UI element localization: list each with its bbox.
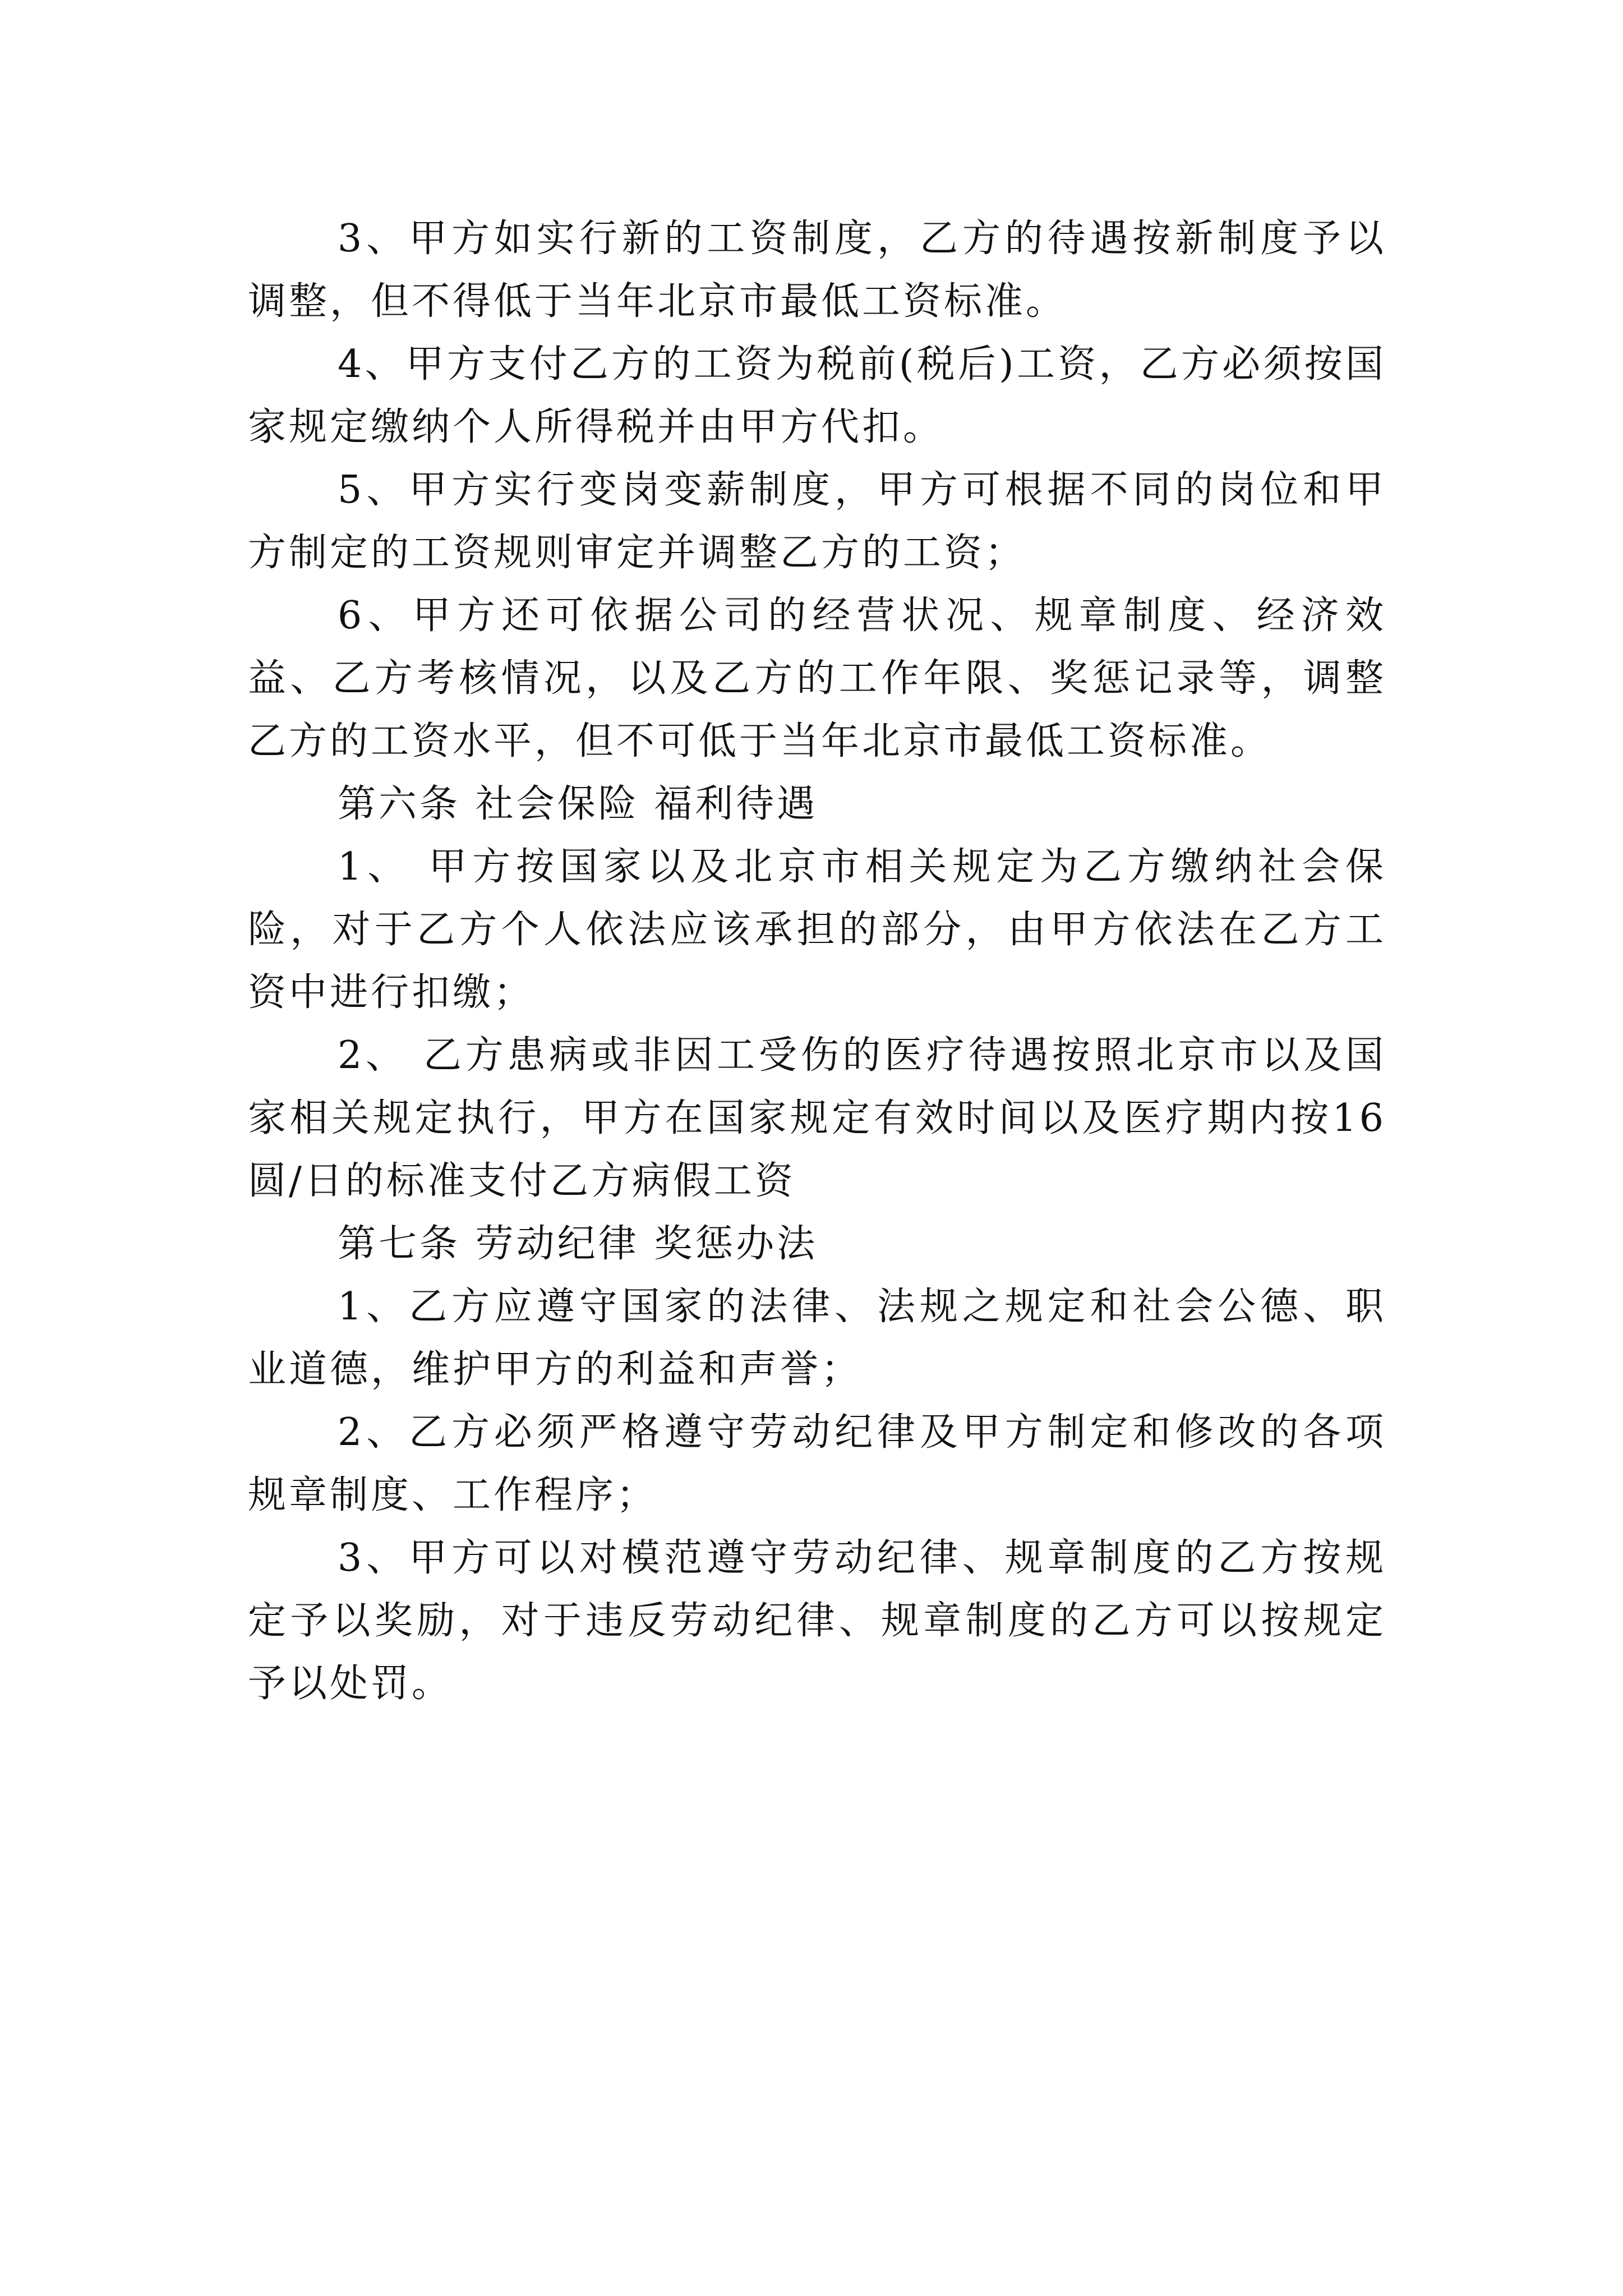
article-6-item-1: 1、 甲方按国家以及北京市相关规定为乙方缴纳社会保险，对于乙方个人依法应该承担的部分，由甲方依法在乙方工资中进行扣缴； <box>248 845 1386 1015</box>
clause-3-salary-system: 3、甲方如实行新的工资制度，乙方的待遇按新制度予以调整，但不得低于当年北京市最低工资标准。 <box>248 217 1386 324</box>
article-6-item-2: 2、 乙方患病或非因工受伤的医疗待遇按照北京市以及国家相关规定执行，甲方在国家规定有效时间以及医疗期内按16圆/日的标准支付乙方病假工资 <box>248 1033 1386 1203</box>
clause-5-position-salary: 5、甲方实行变岗变薪制度，甲方可根据不同的岗位和甲方制定的工资规则审定并调整乙方的工资； <box>248 468 1386 575</box>
article-7-heading: 第七条 劳动纪律 奖惩办法 <box>338 1222 818 1266</box>
clause-6-salary-adjustment: 6、甲方还可依据公司的经营状况、规章制度、经济效益、乙方考核情况，以及乙方的工作年限、奖惩记录等，调整乙方的工资水平，但不可低于当年北京市最低工资标准。 <box>248 593 1386 763</box>
clause-4-pretax-salary: 4、甲方支付乙方的工资为税前(税后)工资，乙方必须按国家规定缴纳个人所得税并由甲方代扣。 <box>248 342 1386 449</box>
article-7-item-1: 1、乙方应遵守国家的法律、法规之规定和社会公德、职业道德，维护甲方的利益和声誉； <box>248 1285 1386 1392</box>
document-body <box>248 208 1386 1715</box>
article-6-heading: 第六条 社会保险 福利待遇 <box>338 782 818 826</box>
article-7-item-3: 3、甲方可以对模范遵守劳动纪律、规章制度的乙方按规定予以奖励，对于违反劳动纪律、规章制度的乙方可以按规定予以处罚。 <box>248 1536 1386 1706</box>
article-7-item-2: 2、乙方必须严格遵守劳动纪律及甲方制定和修改的各项规章制度、工作程序； <box>248 1410 1386 1517</box>
